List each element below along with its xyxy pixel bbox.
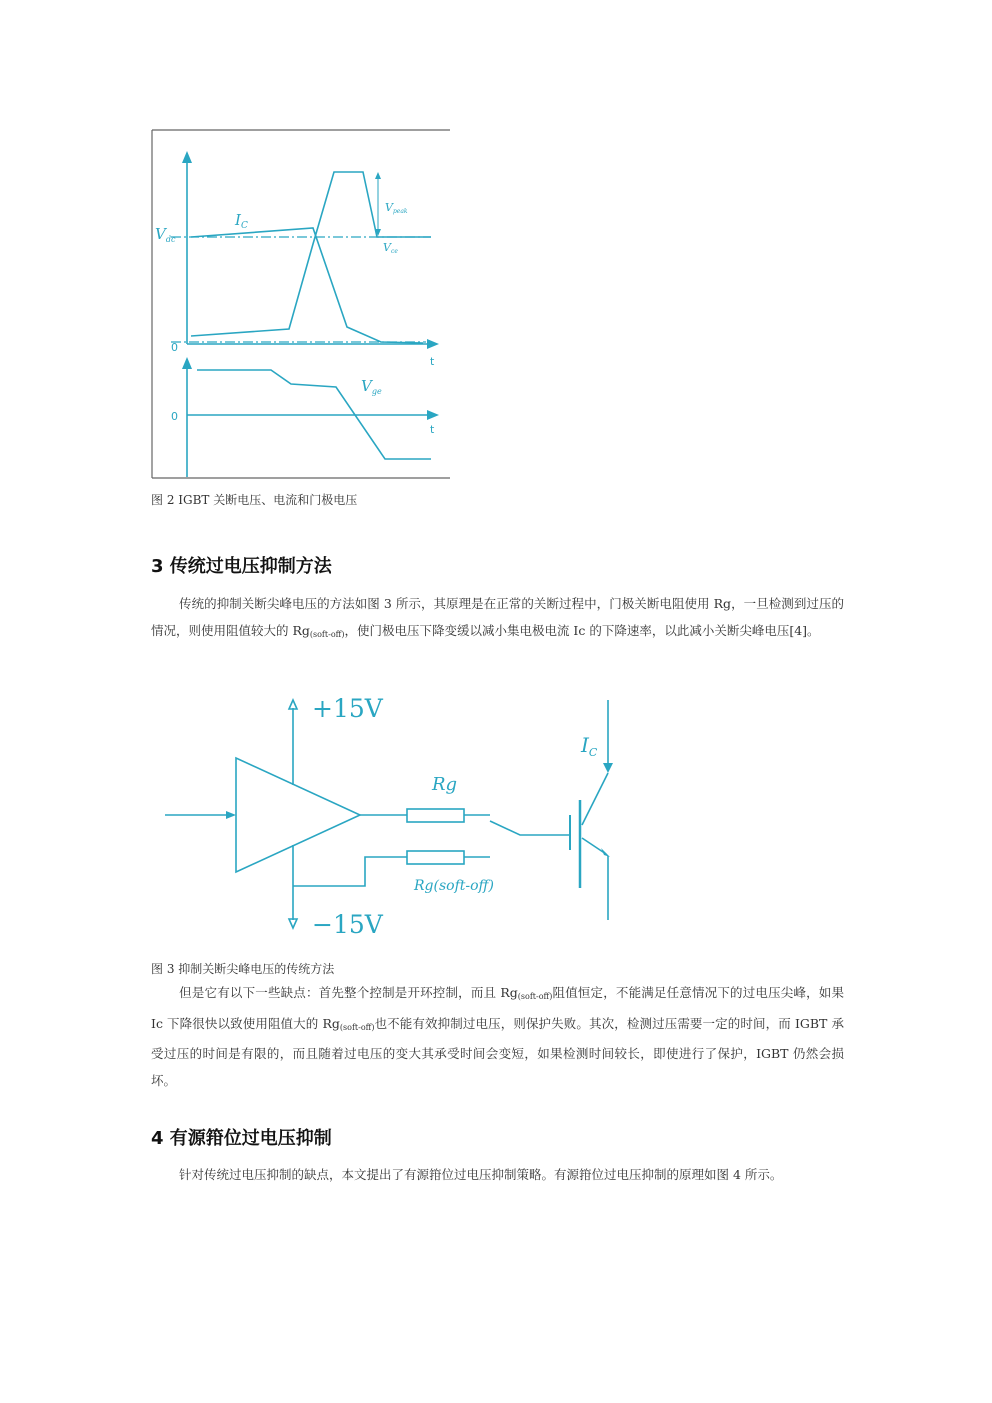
section-4-heading: 4 有源箝位过电压抑制 (151, 1128, 332, 1149)
rg-label: Rg (432, 774, 458, 795)
amplifier-triangle (236, 758, 360, 872)
figure-2 (151, 129, 451, 479)
rg-soft-off-label: Rg(soft-off) (414, 878, 494, 894)
t-bottom-label: t (430, 423, 435, 436)
figure-3-caption: 图 3 抑制关断尖峰电压的传统方法 (151, 962, 335, 976)
vce-label: Vce (383, 241, 398, 255)
figure-3 (160, 690, 630, 940)
figure-2-diagram (151, 129, 451, 479)
ic-label: $I_C$ (235, 211, 248, 231)
vdc-label: $V_{dc}$ (155, 225, 176, 244)
ic-label: $I_C$ (581, 733, 598, 759)
t-top-label: t (430, 355, 435, 368)
zero-bottom-label: 0 (171, 410, 178, 423)
plus15v-label: +15V (312, 694, 383, 723)
zero-top-label: 0 (171, 341, 178, 354)
vge-label: $V_{ge}$ (361, 377, 382, 396)
figure-3-diagram (160, 690, 630, 940)
section-3-paragraph: 传统的抑制关断尖峰电压的方法如图 3 所示，其原理是在正常的关断过程中，门极关断电阻使用 Rg，一旦检测到过压的情况，则使用阻值较大的 $Rg_{(soft-off)}$，使门极电压下降变缓以减小集电极电流 Ic 的下降速率，以此减小关断尖峰电压[4]。 (151, 596, 844, 639)
section-4-paragraph: 针对传统过电压抑制的缺点，本文提出了有源箝位过电压抑制策略。有源箝位过电压抑制的原理如图 4 所示。 (179, 1167, 783, 1182)
figure-2-caption: 图 2 IGBT 关断电压、电流和门极电压 (151, 493, 358, 507)
rg-resistor (407, 809, 464, 822)
rg-soft-off-resistor (407, 851, 464, 864)
drawbacks-paragraph: 但是它有以下一些缺点：首先整个控制是开环控制，而且 $Rg_{(soft-off)}$阻值恒定，不能满足任意情况下的过电压尖峰，如果 Ic 下降很快以致使用阻值大的 $Rg_{(soft-off)}$也不能有效抑制过电压，则保护失败。其次，检测过压需要一定的时间，而 IGBT 承受过压的时间是有限的，而且随着过电压的变大其承受时间会变短，如果检测时间较长，即使进行了保护，IGBT 仍然会损坏。 (151, 985, 844, 1088)
vpeak-label: Vpeak (385, 201, 408, 215)
minus15v-label: −15V (312, 910, 383, 939)
section-3-heading: 3 传统过电压抑制方法 (151, 556, 332, 577)
